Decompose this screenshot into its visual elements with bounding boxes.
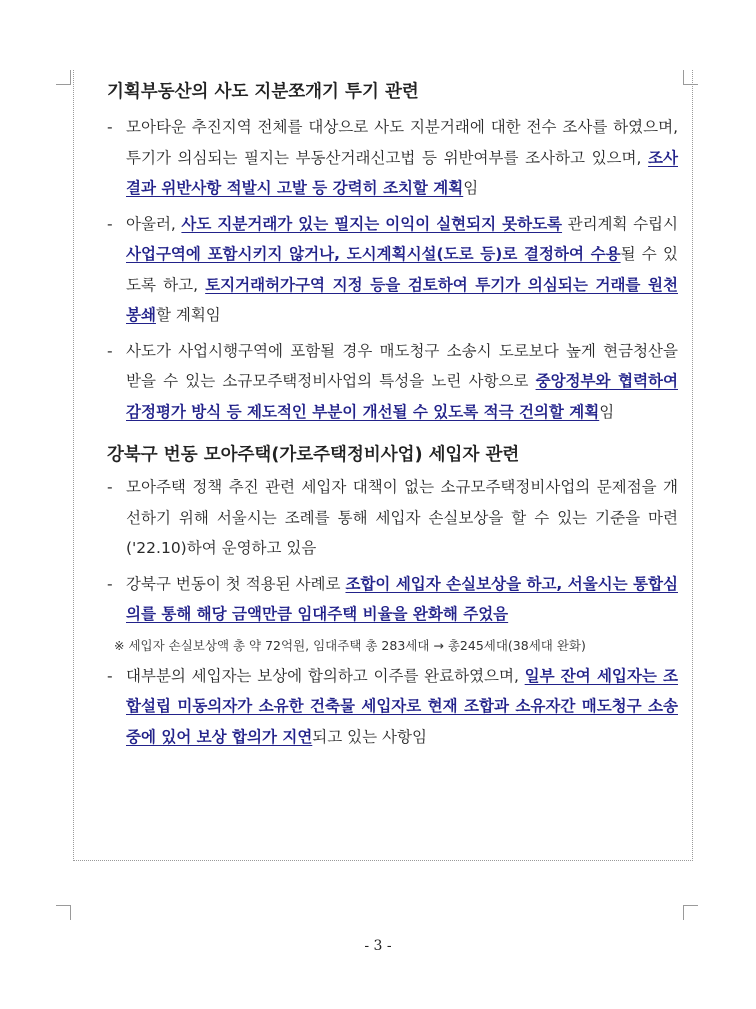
dash-marker: - [107,478,113,496]
plain-text: 아울러, [126,214,182,233]
dash-marker: - [107,666,113,685]
dash-marker: - [107,214,113,233]
plain-text: 할 계획임 [155,306,221,324]
dash-marker: - [107,118,113,136]
plain-text: 강북구 번동이 첫 적용된 사례로 [126,574,346,593]
section-title: 기획부동산의 사도 지분쪼개기 투기 관련 [107,82,419,102]
plain-text: 모아타운 추진지역 전체를 대상으로 사도 지분거래에 대한 전수 조사를 하였으며, 투기가 의심되는 필지는 부동산거래신고법 등 위반여부를 조사하고 있으며, [126,118,678,167]
bullet-item [107,209,678,331]
crop-mark-bottom-left [56,905,71,920]
plain-text: 대부분의 세입자는 보상에 합의하고 이주를 완료하였으며, [126,666,525,685]
emphasis-text: 일부 잔여 세입자는 조합설립 미동의자가 소유한 건축물 세입자로 현재 조합과 소유자간 매도청구 소송 중에 있어 보상 합의가 지연 [126,666,679,746]
emphasis-text: 조합이 세입자 손실보상을 하고, 서울시는 통합심의를 통해 해당 금액만큼 임대주택 비율을 완화해 주었음 [126,574,678,623]
plain-text: 임 [599,402,615,421]
section-title: 강북구 번동 모아주택(가로주택정비사업) 세입자 관련 [107,445,520,465]
crop-mark-bottom-right [683,905,698,920]
emphasis-text: 토지거래허가구역 지정 등을 검토하여 투기가 의심되는 거래를 원천 봉쇄 [126,275,678,324]
plain-text: 모아주택 정책 추진 관련 세입자 대책이 없는 소규모주택정비사업의 문제점을 개선하기 위해 서울시는 조례를 통해 세입자 손실보상을 할 수 있는 기준을 마련('22.10)하여 운영하고 있음 [126,478,678,557]
document-body [107,78,678,752]
emphasis-text: 사도 지분거래가 있는 필지는 이익이 실현되지 못하도록 [181,214,563,233]
bullet-item [107,336,678,428]
plain-text: 되고 있는 사항임 [312,727,427,746]
dash-marker: - [107,341,113,360]
bullet-item [107,661,678,753]
page-number: - 3 - [364,938,392,954]
plain-text: 사도가 사업시행구역에 포함될 경우 매도청구 소송시 도로보다 높게 현금청산을 받을 수 있는 소규모주택정비사업의 특성을 노린 사항으로 [126,341,678,390]
plain-text: 임 [463,179,479,197]
plain-text: 될 수 있도록 하고, [126,245,678,294]
bullet-item [107,112,678,204]
footnote: ※ 세입자 손실보상액 총 약 72억원, 임대주택 총 283세대 → 총245세대(38세대 완화) [114,637,586,653]
emphasis-text: 중앙정부와 협력하여 감정평가 방식 등 제도적인 부분이 개선될 수 있도록 적극 건의할 계획 [126,372,678,421]
plain-text: 관리계획 수립시 [562,214,678,233]
emphasis-text: 사업구역에 포함시키지 않거나, 도시계획시설(도로 등)로 결정하여 수용 [126,245,621,263]
bullet-item [107,569,678,630]
crop-mark-top-left [56,70,71,85]
emphasis-text: 조사결과 위반사항 적발시 고발 등 강력히 조치할 계획 [126,148,678,197]
bullet-item [107,472,678,564]
dash-marker: - [107,574,113,593]
